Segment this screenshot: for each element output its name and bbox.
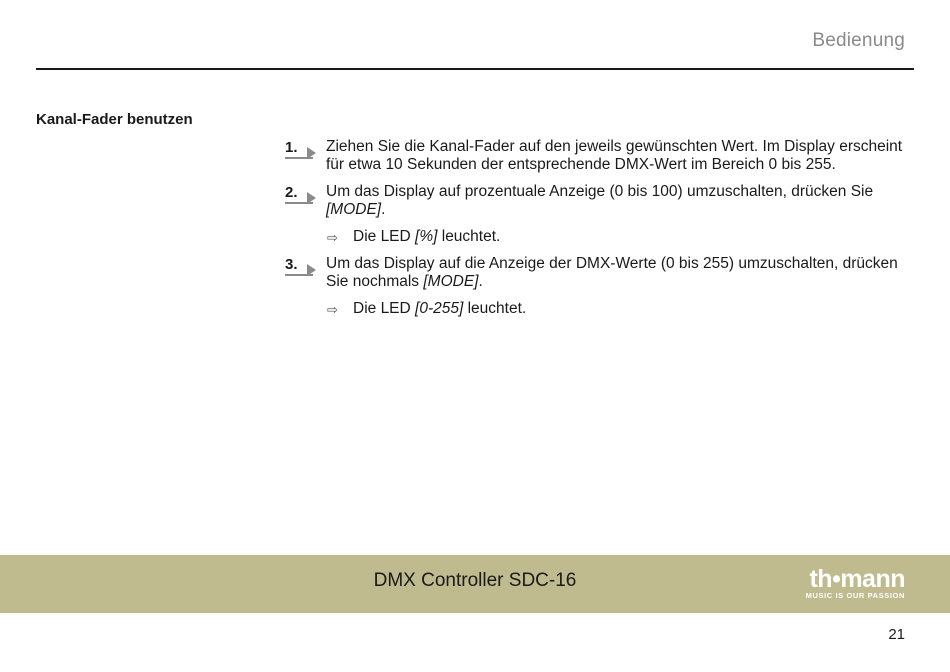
- product-name: DMX Controller SDC-16: [373, 570, 577, 591]
- led-ref: [0-255]: [415, 300, 464, 317]
- page-header-title: Bedienung: [812, 30, 905, 51]
- step-arrow-icon: [307, 264, 316, 276]
- step-number: 1.: [285, 139, 298, 156]
- step-text: Ziehen Sie die Kanal-Fader auf den jeweils gewünschten Wert. Im Display erscheint für etwa 10 Sekunden der entsprechende DMX-Wert im Bereich 0 bis 255.: [326, 138, 903, 173]
- result-text: Die LED: [353, 300, 416, 317]
- mode-button-ref: [MODE]: [423, 273, 479, 290]
- page-number: 21: [888, 626, 905, 643]
- step-text: Um das Display auf die Anzeige der DMX-Werte (0 bis 255) umzuschalten, drücken Sie nochmals: [326, 255, 898, 290]
- logo-tagline: MUSIC IS OUR PASSION: [805, 591, 905, 600]
- step-text-end: .: [381, 201, 386, 218]
- mode-button-ref: [MODE]: [326, 201, 382, 218]
- result-text-end: leuchtet.: [463, 300, 527, 317]
- thomann-logo: [806, 567, 905, 601]
- step-text: Um das Display auf prozentuale Anzeige (0 bis 100) umzuschalten, drücken Sie: [326, 183, 874, 200]
- result-text: Die LED: [353, 228, 416, 245]
- step-1: [285, 138, 915, 174]
- step-arrow-icon: [307, 147, 316, 159]
- step-arrow-icon: [307, 192, 316, 204]
- step-result: [285, 228, 915, 246]
- instruction-steps: [285, 138, 915, 327]
- result-text-end: leuchtet.: [437, 228, 501, 245]
- step-number: 2.: [285, 184, 298, 201]
- step-marker: [285, 139, 321, 161]
- step-3: [285, 255, 915, 318]
- result-arrow-icon: ⇨: [327, 302, 338, 317]
- logo-wordmark: th•mann: [809, 565, 905, 593]
- step-text-end: .: [478, 273, 483, 290]
- section-heading: Kanal-Fader benutzen: [36, 111, 193, 128]
- step-marker: [285, 256, 321, 278]
- step-result: [285, 300, 915, 318]
- step-2: [285, 183, 915, 246]
- step-marker: [285, 184, 321, 206]
- result-arrow-icon: ⇨: [327, 230, 338, 245]
- footer-band: [0, 555, 950, 613]
- step-number: 3.: [285, 256, 298, 273]
- header-divider: [36, 68, 914, 70]
- led-ref: [%]: [415, 228, 438, 245]
